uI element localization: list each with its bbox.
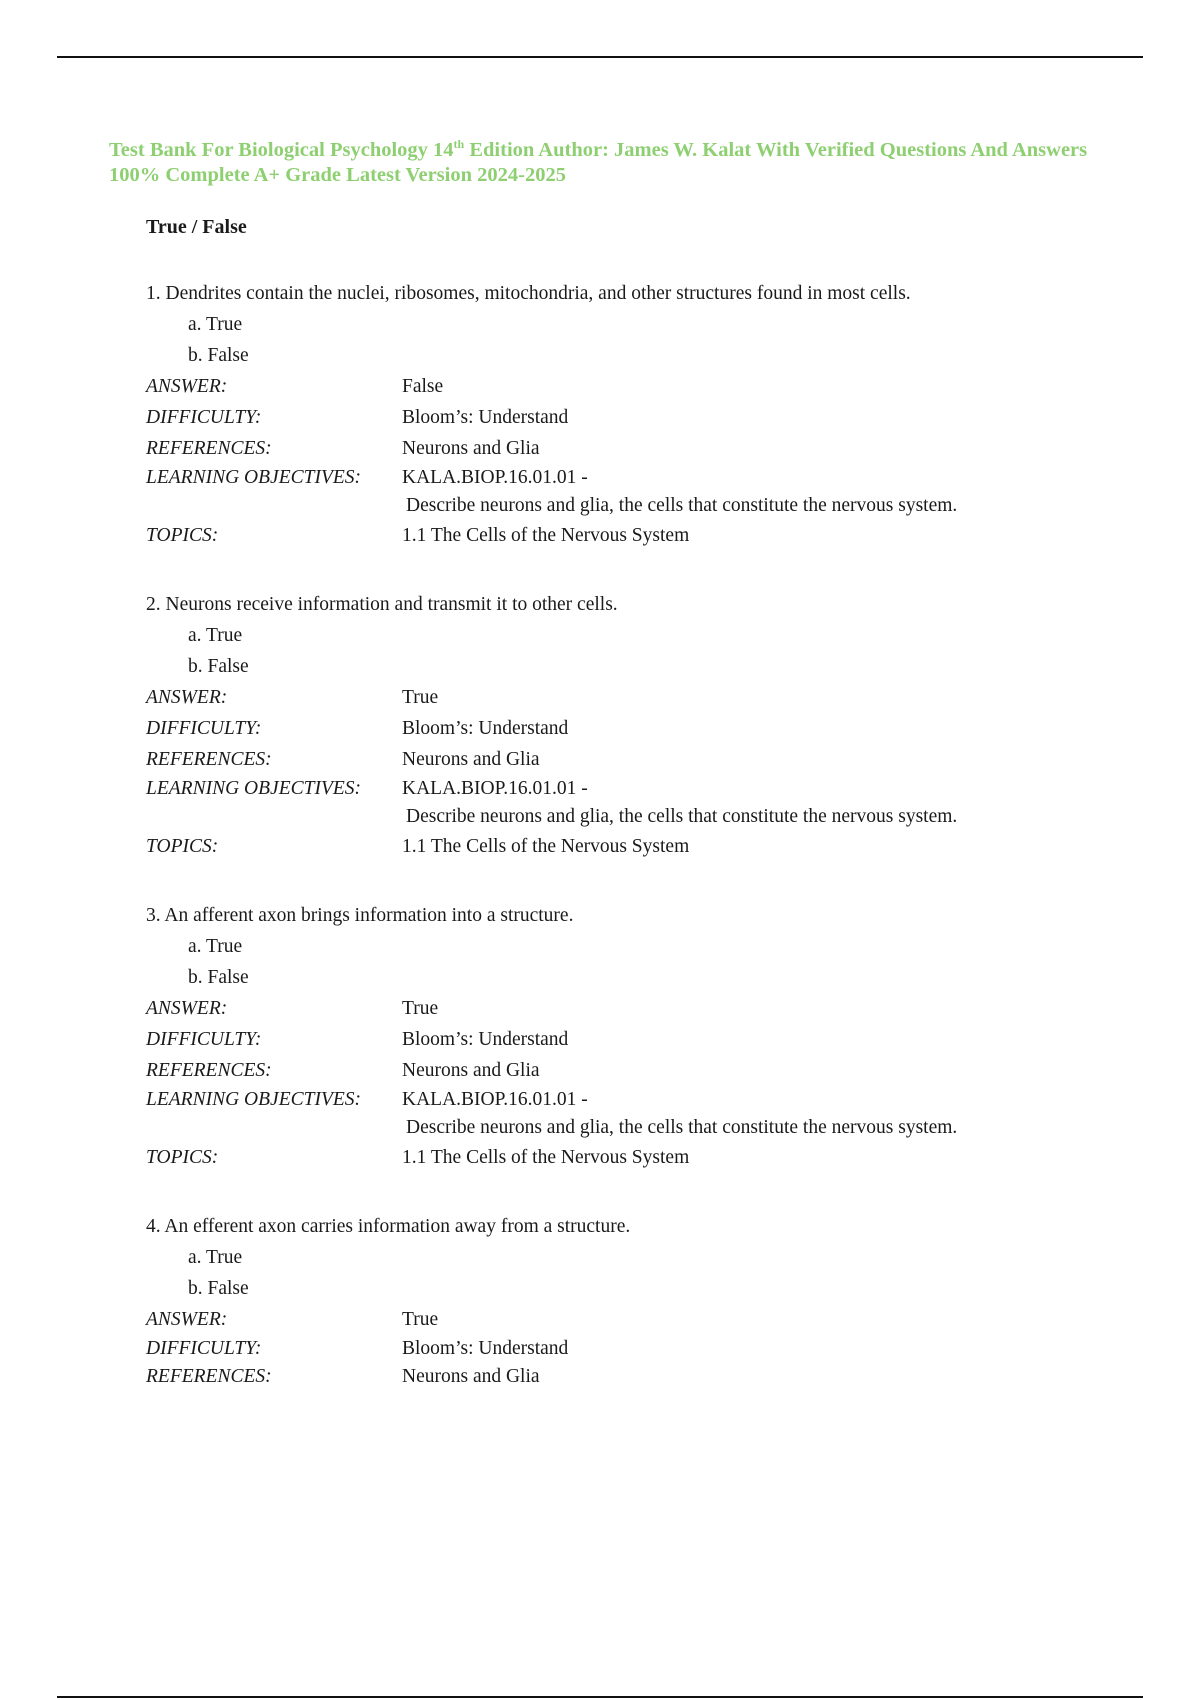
difficulty-value: Bloom’s: Understand <box>402 407 569 428</box>
title-text-main: Test Bank For Biological Psychology 14 <box>109 139 454 161</box>
answer-label: ANSWER: <box>146 1309 228 1330</box>
top-rule <box>57 56 1143 58</box>
references-value: Neurons and Glia <box>402 438 540 459</box>
answer-row <box>146 1304 1146 1335</box>
option-a: a. True <box>188 936 243 957</box>
references-row <box>146 1055 1146 1086</box>
learning-objectives-row <box>146 1086 1146 1113</box>
topics-value: 1.1 The Cells of the Nervous System <box>402 1147 690 1168</box>
section-heading: True / False <box>146 216 247 238</box>
difficulty-label: DIFFICULTY: <box>146 1338 262 1359</box>
references-value: Neurons and Glia <box>402 749 540 770</box>
option-a: a. True <box>188 1247 243 1268</box>
option-a: a. True <box>188 625 243 646</box>
option-b: b. False <box>188 345 249 366</box>
answer-value: True <box>402 998 439 1019</box>
question-stem: 4. An efferent axon carries information away from a structure. <box>146 1216 631 1237</box>
answer-row <box>146 993 1146 1024</box>
difficulty-row <box>146 1335 1146 1362</box>
option-b: b. False <box>188 1278 249 1299</box>
difficulty-row <box>146 1024 1146 1055</box>
option-a: a. True <box>188 314 243 335</box>
topics-row <box>146 1142 1146 1173</box>
learning-objective-text: Describe neurons and glia, the cells that constitute the nervous system. <box>406 1117 958 1138</box>
answer-label: ANSWER: <box>146 998 228 1019</box>
learning-objective-code: KALA.BIOP.16.01.01 - <box>402 1089 588 1110</box>
learning-objective-text: Describe neurons and glia, the cells that constitute the nervous system. <box>406 806 958 827</box>
bottom-rule <box>57 1696 1143 1698</box>
difficulty-label: DIFFICULTY: <box>146 407 262 428</box>
option-b: b. False <box>188 656 249 677</box>
document-title <box>109 138 1109 188</box>
references-label: REFERENCES: <box>146 438 272 459</box>
question-2 <box>146 590 1146 862</box>
references-label: REFERENCES: <box>146 1060 272 1081</box>
difficulty-value: Bloom’s: Understand <box>402 1338 569 1359</box>
answer-value: True <box>402 687 439 708</box>
topics-row <box>146 831 1146 862</box>
learning-objectives-row <box>146 464 1146 491</box>
references-row <box>146 1362 1146 1391</box>
question-stem: 2. Neurons receive information and transmit it to other cells. <box>146 594 618 615</box>
topics-label: TOPICS: <box>146 525 219 546</box>
answer-label: ANSWER: <box>146 376 228 397</box>
references-row <box>146 433 1146 464</box>
difficulty-value: Bloom’s: Understand <box>402 718 569 739</box>
question-3 <box>146 901 1146 1173</box>
difficulty-row <box>146 402 1146 433</box>
learning-objective-code: KALA.BIOP.16.01.01 - <box>402 778 588 799</box>
learning-objectives-row <box>146 775 1146 802</box>
learning-objectives-continued <box>146 491 1146 520</box>
topics-row <box>146 520 1146 551</box>
learning-objectives-continued <box>146 1113 1146 1142</box>
spacer <box>146 491 402 520</box>
spacer <box>146 802 402 831</box>
answer-row <box>146 371 1146 402</box>
question-1 <box>146 279 1146 551</box>
learning-objectives-label: LEARNING OBJECTIVES: <box>146 467 362 488</box>
title-text-rest: Edition Author: James W. Kalat With Verified Questions And Answers 100% Complete A+ Grade Latest Version 2024-2025 <box>109 139 1088 186</box>
spacer <box>146 1113 402 1142</box>
answer-value: True <box>402 1309 439 1330</box>
question-stem: 3. An afferent axon brings information into a structure. <box>146 905 574 926</box>
references-value: Neurons and Glia <box>402 1060 540 1081</box>
learning-objectives-label: LEARNING OBJECTIVES: <box>146 1089 362 1110</box>
answer-row <box>146 682 1146 713</box>
references-label: REFERENCES: <box>146 1366 272 1387</box>
answer-value: False <box>402 376 444 397</box>
difficulty-row <box>146 713 1146 744</box>
learning-objective-text: Describe neurons and glia, the cells that constitute the nervous system. <box>406 495 958 516</box>
answer-label: ANSWER: <box>146 687 228 708</box>
references-value: Neurons and Glia <box>402 1366 540 1387</box>
difficulty-value: Bloom’s: Understand <box>402 1029 569 1050</box>
topics-value: 1.1 The Cells of the Nervous System <box>402 525 690 546</box>
learning-objectives-continued <box>146 802 1146 831</box>
learning-objective-code: KALA.BIOP.16.01.01 - <box>402 467 588 488</box>
title-superscript: th <box>453 137 465 152</box>
option-b: b. False <box>188 967 249 988</box>
learning-objectives-label: LEARNING OBJECTIVES: <box>146 778 362 799</box>
difficulty-label: DIFFICULTY: <box>146 718 262 739</box>
topics-label: TOPICS: <box>146 836 219 857</box>
references-row <box>146 744 1146 775</box>
difficulty-label: DIFFICULTY: <box>146 1029 262 1050</box>
question-4 <box>146 1212 1146 1391</box>
topics-label: TOPICS: <box>146 1147 219 1168</box>
references-label: REFERENCES: <box>146 749 272 770</box>
question-stem: 1. Dendrites contain the nuclei, ribosomes, mitochondria, and other structures found in most cells. <box>146 283 911 304</box>
topics-value: 1.1 The Cells of the Nervous System <box>402 836 690 857</box>
